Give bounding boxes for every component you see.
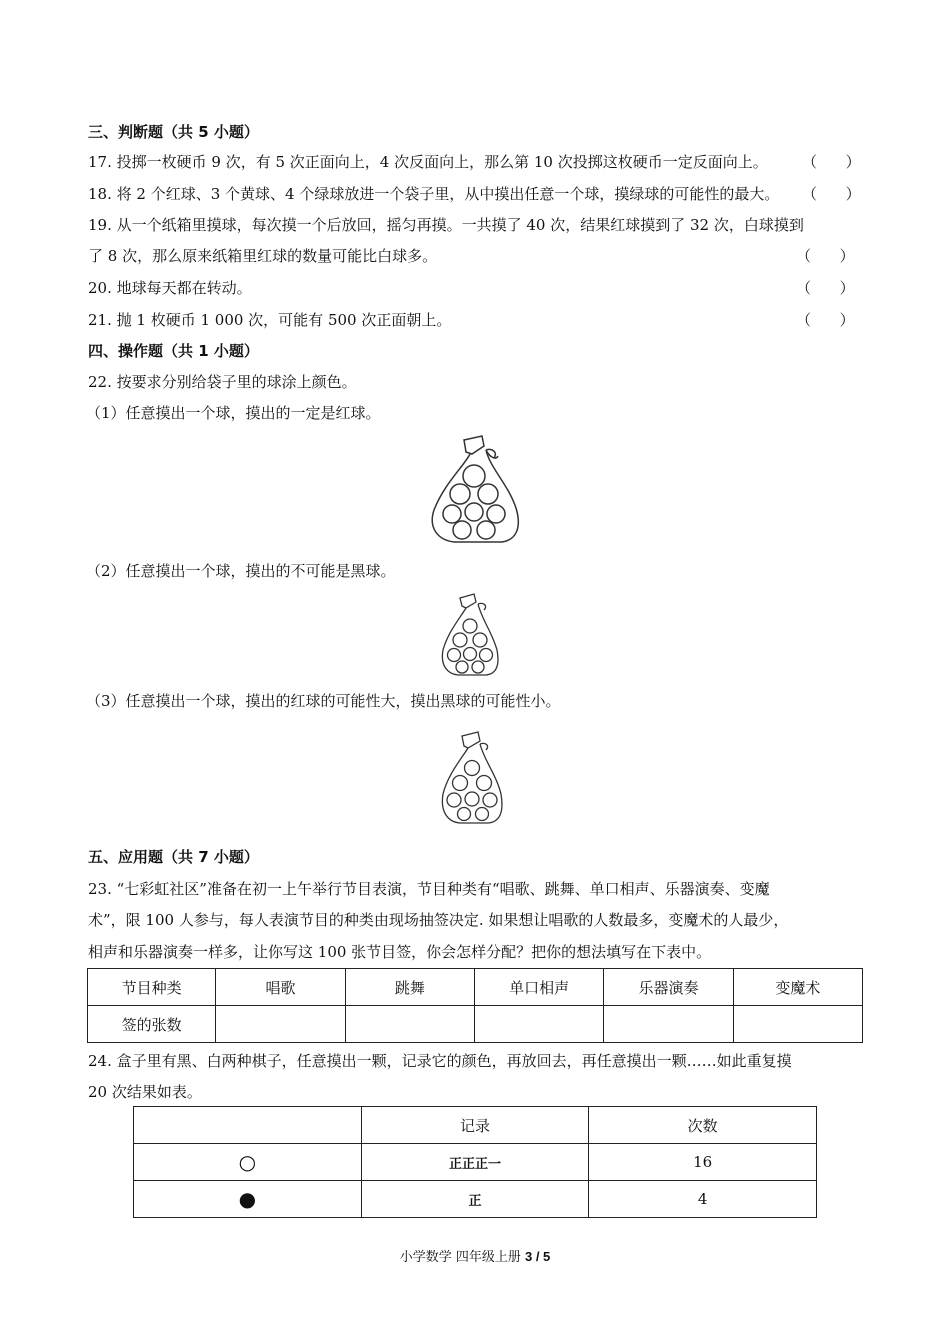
question-23-line2: 术”，限 100 人参与，每人表演节目的种类由现场抽签决定. 如果想让唱歌的人数最多，变魔术的人最少， [88, 911, 789, 929]
answer-blank-19: （ ） [796, 247, 855, 265]
ball-bag-2[interactable] [438, 592, 502, 678]
question-23-line3: 相声和乐器演奏一样多，让你写这 100 张节目签，你会怎样分配？把你的想法填写在下表中。 [88, 943, 712, 961]
program-allocation-table [87, 968, 863, 1043]
answer-cell-dancing[interactable] [345, 1006, 474, 1043]
table-header [134, 1107, 362, 1144]
count-value: 16 [589, 1144, 817, 1181]
question-19-line2: 了 8 次，那么原来纸箱里红球的数量可能比白球多。 [88, 247, 438, 265]
answer-blank-17: （ ） [802, 153, 861, 171]
table-header: 记录 [361, 1107, 589, 1144]
table-header: 变魔术 [733, 969, 862, 1006]
count-value: 4 [589, 1181, 817, 1218]
page-footer [0, 1246, 950, 1265]
table-row-label: 签的张数 [88, 1006, 216, 1043]
question-20: 20. 地球每天都在转动。 [88, 279, 252, 297]
table-header: 单口相声 [474, 969, 603, 1006]
tally-record: 正 [361, 1181, 589, 1218]
footer-subject: 小学数学 四年级上册 [399, 1250, 525, 1265]
table-header: 跳舞 [345, 969, 474, 1006]
question-18: 18. 将 2 个红球、3 个黄球、4 个绿球放进一个袋子里，从中摸出任意一个球，摸绿球的可能性的最大。 [88, 185, 780, 203]
question-19-line1: 19. 从一个纸箱里摸球，每次摸一个后放回，摇匀再摸。一共摸了 40 次，结果红球摸到了 32 次，白球摸到 [88, 216, 804, 234]
tally-record: 正正正一 [361, 1144, 589, 1181]
chess-record-table [133, 1106, 817, 1218]
white-piece-symbol: ○ [134, 1144, 362, 1181]
answer-blank-20: （ ） [796, 279, 855, 297]
table-header: 次数 [589, 1107, 817, 1144]
page-number: 3 / 5 [524, 1249, 551, 1264]
table-header: 乐器演奏 [604, 969, 733, 1006]
table-header: 唱歌 [216, 969, 345, 1006]
question-24-line2: 20 次结果如表。 [88, 1083, 202, 1101]
question-23-line1: 23. “七彩虹社区”准备在初一上午举行节目表演，节目种类有“唱歌、跳舞、单口相声、乐器演奏、变魔 [88, 880, 770, 898]
question-22-part3: （3）任意摸出一个球，摸出的红球的可能性大，摸出黑球的可能性小。 [86, 692, 561, 710]
black-piece-symbol: ● [134, 1181, 362, 1218]
question-17: 17. 投掷一枚硬币 9 次，有 5 次正面向上，4 次反面向上，那么第 10 次投掷这枚硬币一定反面向上。 [88, 153, 768, 171]
answer-blank-21: （ ） [796, 311, 855, 329]
question-24-line1: 24. 盒子里有黑、白两种棋子，任意摸出一颗，记录它的颜色，再放回去，再任意摸出一颗……如此重复摸 [88, 1052, 792, 1070]
section-3-title: 三、判断题（共 5 小题） [88, 123, 259, 141]
question-21: 21. 抛 1 枚硬币 1 000 次，可能有 500 次正面朝上。 [88, 311, 452, 329]
answer-blank-18: （ ） [802, 185, 861, 203]
question-22: 22. 按要求分别给袋子里的球涂上颜色。 [88, 373, 357, 391]
question-22-part2: （2）任意摸出一个球，摸出的不可能是黑球。 [86, 562, 396, 580]
answer-cell-magic[interactable] [733, 1006, 862, 1043]
answer-cell-singing[interactable] [216, 1006, 345, 1043]
section-5-title: 五、应用题（共 7 小题） [88, 848, 259, 866]
section-4-title: 四、操作题（共 1 小题） [88, 342, 259, 360]
question-22-part1: （1）任意摸出一个球，摸出的一定是红球。 [86, 404, 381, 422]
ball-bag-3[interactable] [438, 730, 506, 826]
ball-bag-1[interactable] [424, 432, 524, 546]
answer-cell-crosstalk[interactable] [474, 1006, 603, 1043]
table-header: 节目种类 [88, 969, 216, 1006]
answer-cell-instrument[interactable] [604, 1006, 733, 1043]
